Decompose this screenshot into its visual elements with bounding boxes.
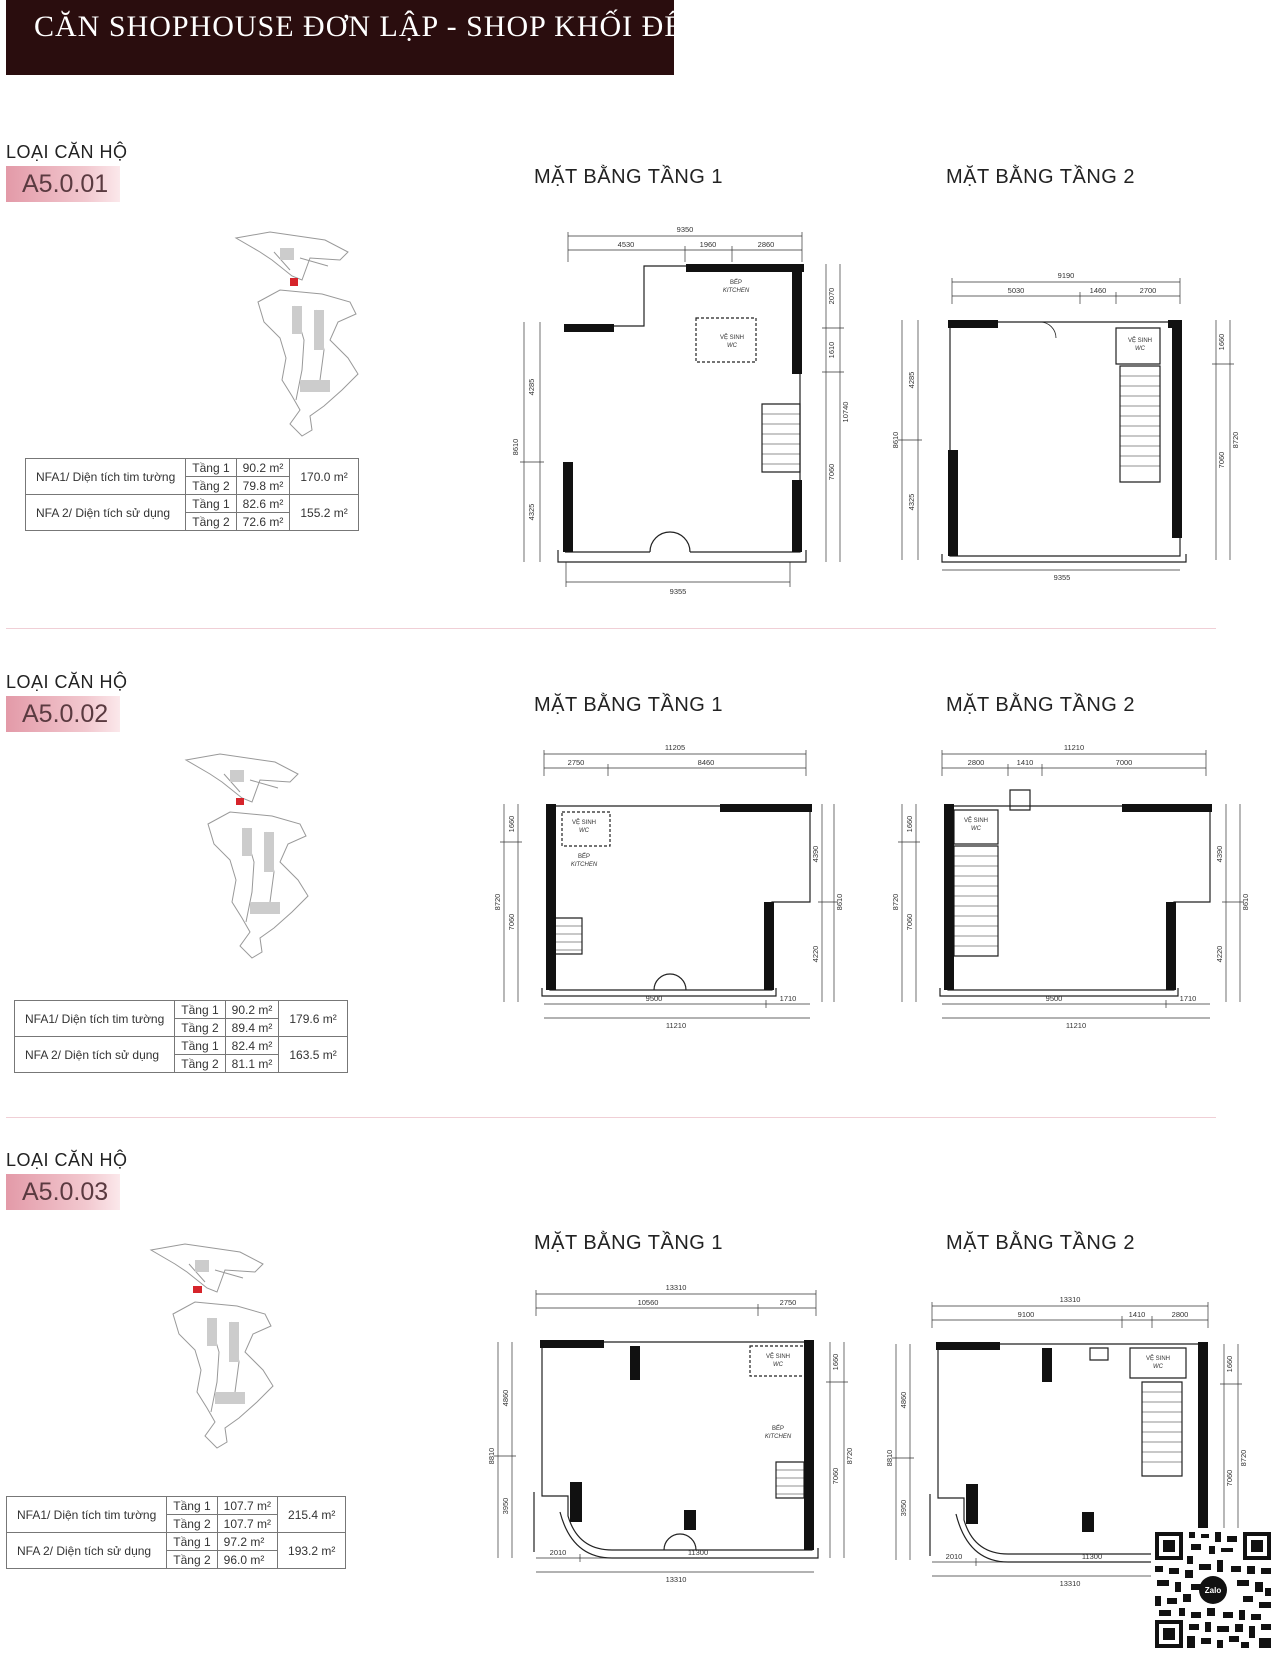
section-divider <box>6 1117 1216 1118</box>
dim-top-part: 2750 <box>567 758 585 767</box>
area-cell: 90.2 m² <box>236 459 290 477</box>
floor-cell: Tầng 1 <box>175 1001 225 1019</box>
area-cell: 107.7 m² <box>217 1497 277 1515</box>
floor-cell: Tầng 2 <box>175 1019 225 1037</box>
zalo-logo-text: Zalo <box>1204 1586 1222 1595</box>
dim-right-part: 1660 <box>1225 1355 1234 1373</box>
dim-bottom-part: 9500 <box>1045 994 1063 1003</box>
unit-section-a5-0-03 <box>0 1150 1280 1670</box>
dim-left-total: 8610 <box>511 438 520 456</box>
floor-cell: Tầng 2 <box>175 1055 225 1073</box>
area-table <box>25 458 359 531</box>
floor-cell: Tầng 1 <box>175 1037 225 1055</box>
nfa1-label: NFA1/ Diện tích tim tường <box>15 1001 175 1037</box>
wc-label-en: WC <box>579 828 589 834</box>
floor1-title: MẶT BẰNG TẦNG 1 <box>534 694 724 716</box>
dim-right-part: 4390 <box>811 845 820 863</box>
wc-label-en: WC <box>971 826 981 832</box>
nfa2-label: NFA 2/ Diện tích sử dụng <box>15 1037 175 1073</box>
dim-right-part: 4220 <box>1215 945 1224 963</box>
area-cell: 90.2 m² <box>225 1001 279 1019</box>
area-cell: 96.0 m² <box>217 1551 277 1569</box>
dim-left-part: 4860 <box>899 1391 908 1409</box>
dim-top-total: 11210 <box>1063 743 1085 752</box>
dim-top-part: 4530 <box>617 240 635 249</box>
floor-cell: Tầng 1 <box>167 1533 217 1551</box>
dim-left-total: 8720 <box>493 893 502 911</box>
wc-label: VỆ SINH <box>1145 1356 1171 1362</box>
dim-right-total: 8720 <box>1239 1449 1248 1467</box>
area-table <box>6 1496 346 1569</box>
floor-cell: Tầng 1 <box>186 495 236 513</box>
dim-bottom-part: 9500 <box>645 994 663 1003</box>
dim-top-total: 9190 <box>1057 271 1075 280</box>
site-location-map <box>145 1242 295 1452</box>
unit-code: A5.0.02 <box>22 700 109 728</box>
wc-label: VỆ SINH <box>765 1354 791 1360</box>
kitchen-label-en: KITCHEN <box>722 288 750 294</box>
dim-bottom-part: 11300 <box>1081 1552 1103 1561</box>
area-cell: 89.4 m² <box>225 1019 279 1037</box>
dim-bottom-part: 1710 <box>779 994 797 1003</box>
unit-code: A5.0.01 <box>22 170 109 198</box>
dim-top-part: 8460 <box>697 758 715 767</box>
page-title: CĂN SHOPHOUSE ĐƠN LẬP - SHOP KHỐI ĐẾ <box>34 10 684 43</box>
dim-left-total: 8810 <box>885 1449 894 1467</box>
floor-cell: Tầng 2 <box>167 1551 217 1569</box>
unit-type-label: LOẠI CĂN HỘ <box>6 1150 128 1170</box>
nfa1-label: NFA1/ Diện tích tim tường <box>7 1497 167 1533</box>
unit-code-badge <box>6 696 120 732</box>
area-cell: 82.6 m² <box>236 495 290 513</box>
dim-top-part: 7000 <box>1115 758 1133 767</box>
unit-section-a5-0-01 <box>0 142 1280 662</box>
dim-top-part: 1410 <box>1016 758 1034 767</box>
floor2-title: MẶT BẰNG TẦNG 2 <box>946 1232 1136 1254</box>
dim-left-part: 4285 <box>527 378 536 396</box>
dim-right-part: 1660 <box>831 1353 840 1371</box>
dim-right-part: 1610 <box>827 341 836 359</box>
nfa2-label: NFA 2/ Diện tích sử dụng <box>7 1533 167 1569</box>
dim-top-total: 11205 <box>664 743 686 752</box>
nfa2-total: 163.5 m² <box>279 1037 347 1073</box>
floor1-title: MẶT BẰNG TẦNG 1 <box>534 1232 724 1254</box>
area-table <box>14 1000 348 1073</box>
dim-top-part: 1960 <box>699 240 717 249</box>
floor2-plan <box>890 270 1250 590</box>
area-cell: 97.2 m² <box>217 1533 277 1551</box>
unit-code: A5.0.03 <box>22 1178 109 1206</box>
site-location-map <box>180 752 330 962</box>
dim-right-total: 10740 <box>841 401 850 423</box>
wc-label-en: WC <box>773 1362 783 1368</box>
kitchen-label: BẾP <box>577 854 591 860</box>
dim-bottom-part: 2010 <box>945 1552 963 1561</box>
nfa1-total: 179.6 m² <box>279 1001 347 1037</box>
floor2-plan <box>888 742 1258 1032</box>
floor2-title: MẶT BẰNG TẦNG 2 <box>946 694 1136 716</box>
area-cell: 82.4 m² <box>225 1037 279 1055</box>
dim-bottom-total: 11210 <box>665 1021 687 1030</box>
dim-right-part: 4390 <box>1215 845 1224 863</box>
floor-cell: Tầng 1 <box>167 1497 217 1515</box>
kitchen-label: BẾP <box>771 1426 785 1432</box>
dim-top-total: 13310 <box>665 1283 687 1292</box>
unit-code-badge <box>6 166 120 202</box>
dim-right-total: 8610 <box>1241 893 1250 911</box>
dim-top-part: 1410 <box>1128 1310 1146 1319</box>
dim-right-total: 8720 <box>845 1447 854 1465</box>
dim-top-part: 2800 <box>1171 1310 1189 1319</box>
unit-section-a5-0-02 <box>0 672 1280 1192</box>
area-cell: 79.8 m² <box>236 477 290 495</box>
nfa2-label: NFA 2/ Diện tích sử dụng <box>26 495 186 531</box>
wc-label: VỆ SINH <box>571 820 597 826</box>
dim-right-total: 8720 <box>1231 431 1240 449</box>
wc-label-en: WC <box>727 343 737 349</box>
dim-top-part: 5030 <box>1007 286 1025 295</box>
wc-label: VỆ SINH <box>719 335 745 341</box>
area-cell: 72.6 m² <box>236 513 290 531</box>
dim-top-part: 1460 <box>1089 286 1107 295</box>
dim-top-part: 2700 <box>1139 286 1157 295</box>
wc-label-en: WC <box>1153 1364 1163 1370</box>
floor-cell: Tầng 2 <box>167 1515 217 1533</box>
dim-bottom-part: 11300 <box>687 1548 709 1557</box>
kitchen-label: BẾP <box>729 280 743 286</box>
floor-cell: Tầng 2 <box>186 513 236 531</box>
dim-left-total: 8810 <box>487 1447 496 1465</box>
unit-type-label: LOẠI CĂN HỘ <box>6 672 128 692</box>
wc-label: VỆ SINH <box>1127 338 1153 344</box>
dim-right-part: 4220 <box>811 945 820 963</box>
dim-left-part: 4325 <box>907 493 916 511</box>
dim-right-part: 7060 <box>1217 451 1226 469</box>
dim-top-part: 2860 <box>757 240 775 249</box>
dim-top-part: 2800 <box>967 758 985 767</box>
dim-bottom-part: 2010 <box>549 1548 567 1557</box>
dim-left-part: 4325 <box>527 503 536 521</box>
dim-right-part: 1660 <box>1217 333 1226 351</box>
floor1-title: MẶT BẰNG TẦNG 1 <box>534 166 724 188</box>
kitchen-label-en: KITCHEN <box>764 1434 792 1440</box>
dim-top-total: 9350 <box>676 225 694 234</box>
dim-right-part: 7060 <box>827 463 836 481</box>
dim-top-part: 9100 <box>1017 1310 1035 1319</box>
dim-bottom-total: 11210 <box>1065 1021 1087 1030</box>
nfa2-total: 155.2 m² <box>290 495 358 531</box>
wc-label-en: WC <box>1135 346 1145 352</box>
dim-right-total: 8610 <box>835 893 844 911</box>
area-cell: 107.7 m² <box>217 1515 277 1533</box>
unit-type-label: LOẠI CĂN HỘ <box>6 142 128 162</box>
unit-code-badge <box>6 1174 120 1210</box>
floor-cell: Tầng 2 <box>186 477 236 495</box>
floor1-plan <box>487 1283 858 1586</box>
dim-right-part: 7060 <box>831 1467 840 1485</box>
dim-left-part: 4860 <box>501 1389 510 1407</box>
dim-left-part: 4285 <box>907 371 916 389</box>
dim-bottom: 9355 <box>1053 573 1071 582</box>
floor1-plan <box>500 222 860 602</box>
dim-top-total: 13310 <box>1059 1295 1081 1304</box>
floor1-plan <box>490 742 850 1032</box>
area-cell: 81.1 m² <box>225 1055 279 1073</box>
dim-bottom-part: 1710 <box>1179 994 1197 1003</box>
floor2-title: MẶT BẰNG TẦNG 2 <box>946 166 1136 188</box>
kitchen-label-en: KITCHEN <box>570 862 598 868</box>
nfa1-total: 215.4 m² <box>278 1497 346 1533</box>
dim-left-part: 7060 <box>507 913 516 931</box>
dim-left-part: 1660 <box>507 815 516 833</box>
dim-bottom-total: 13310 <box>1059 1579 1081 1588</box>
nfa1-label: NFA1/ Diện tích tim tường <box>26 459 186 495</box>
nfa2-total: 193.2 m² <box>278 1533 346 1569</box>
page-header <box>6 0 684 75</box>
dim-left-part: 3950 <box>899 1499 908 1517</box>
site-location-map <box>230 230 380 440</box>
dim-left-total: 8720 <box>891 893 900 911</box>
section-divider <box>6 628 1216 629</box>
dim-bottom-total: 13310 <box>665 1575 687 1584</box>
dim-left-part: 3950 <box>501 1497 510 1515</box>
dim-right-part: 2070 <box>827 287 836 305</box>
nfa1-total: 170.0 m² <box>290 459 358 495</box>
dim-top-part: 10560 <box>637 1298 659 1307</box>
dim-bottom: 9355 <box>669 587 687 596</box>
wc-label: VỆ SINH <box>963 818 989 824</box>
floor-cell: Tầng 1 <box>186 459 236 477</box>
dim-right-part: 7060 <box>1225 1469 1234 1487</box>
dim-left-total: 8610 <box>891 431 900 449</box>
dim-left-part: 7060 <box>905 913 914 931</box>
zalo-qr-code[interactable] <box>1151 1528 1275 1652</box>
dim-top-part: 2750 <box>779 1298 797 1307</box>
dim-left-part: 1660 <box>905 815 914 833</box>
